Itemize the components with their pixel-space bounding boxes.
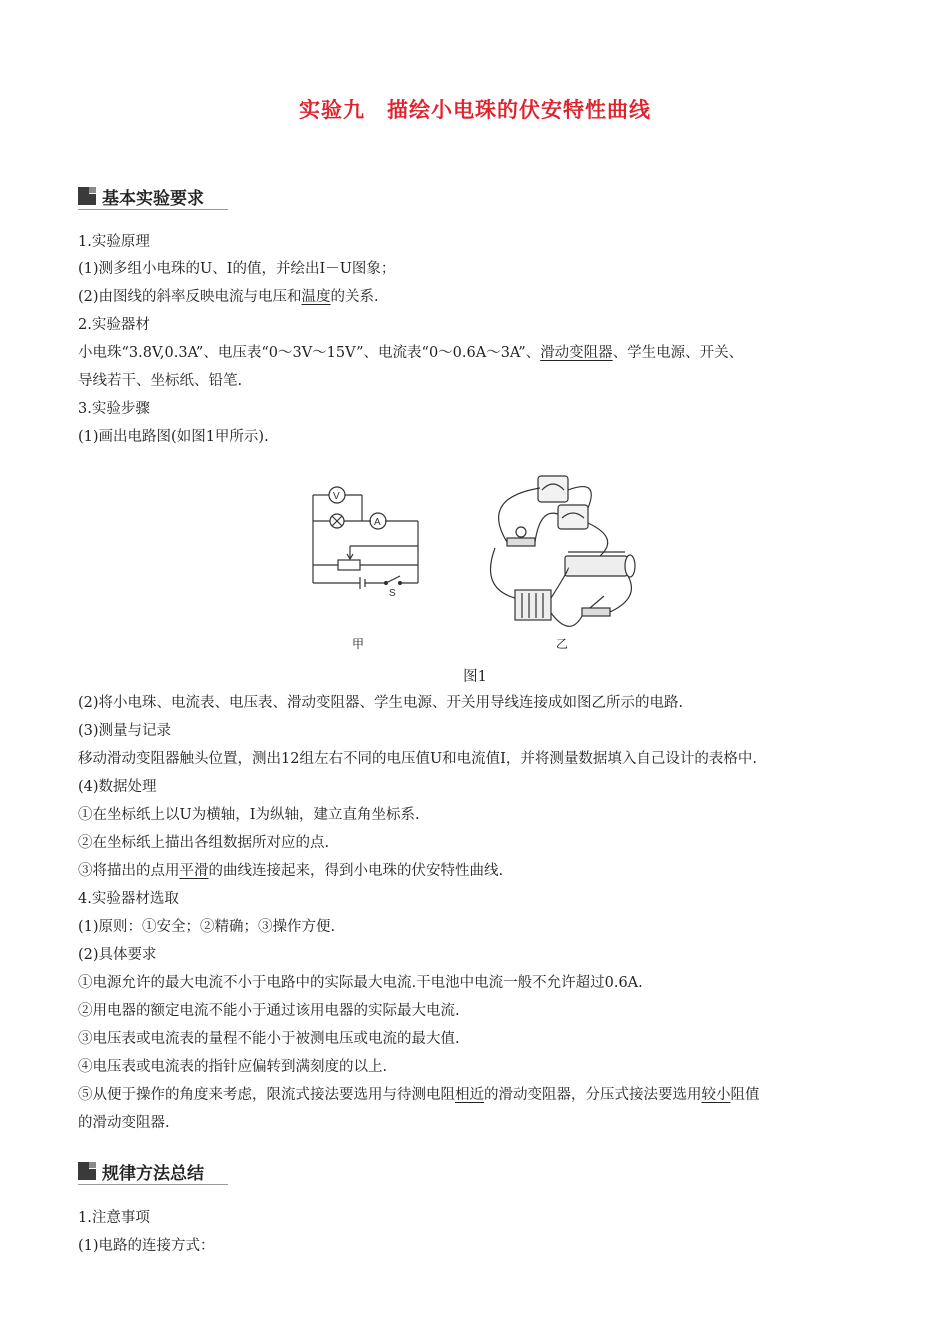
text-line: ④电压表或电流表的指针应偏转到满刻度的以上. (78, 1059, 388, 1075)
apparatus-sketch (491, 476, 636, 626)
underlined-text: 温度 (301, 289, 331, 305)
section-marker-icon (78, 1162, 96, 1180)
underlined-text: 平滑 (179, 863, 209, 879)
section-marker-icon (78, 187, 96, 205)
text-line (78, 1085, 760, 1105)
text-line: (3)测量与记录 (78, 723, 172, 739)
underlined-text: 相近 (455, 1087, 484, 1103)
text-line: (1)画出电路图(如图1甲所示). (78, 429, 269, 445)
text-line: (1)原则：①安全；②精确；③操作方便. (78, 919, 336, 935)
figure-caption: 图1 (463, 669, 487, 685)
text-run: ③将描出的点用 (78, 863, 180, 879)
figure-1 (300, 468, 660, 658)
text-line: ②用电器的额定电流不能小于通过该用电器的实际最大电流. (78, 1003, 460, 1019)
text-line: (1)电路的连接方式： (78, 1238, 215, 1254)
text-line: (2)将小电珠、电流表、电压表、滑动变阻器、学生电源、开关用导线连接成如图乙所示的电路. (78, 695, 684, 711)
text-line: 移动滑动变阻器触头位置，测出12组左右不同的电压值U和电流值I，并将测量数据填入自己设计的表格中. (78, 751, 758, 767)
figure-right-label: 乙 (556, 637, 569, 651)
text-line: (2)具体要求 (78, 947, 157, 963)
text-run: 的关系. (330, 289, 379, 305)
circuit-diagram (313, 487, 418, 589)
text-run: (2)由图线的斜率反映电流与电压和 (78, 289, 302, 305)
text-run: 的曲线连接起来，得到小电珠的伏安特性曲线. (208, 863, 504, 879)
switch-label: S (389, 588, 396, 599)
text-run: 、学生电源、开关、 (612, 345, 744, 361)
text-line (78, 861, 503, 881)
page-title: 实验九 描绘小电珠的伏安特性曲线 (299, 98, 651, 122)
text-line: ③电压表或电流表的量程不能小于被测电压或电流的最大值. (78, 1031, 460, 1047)
text-line: 的滑动变阻器. (78, 1115, 170, 1131)
ammeter-label: A (374, 517, 381, 528)
text-line: ①在坐标纸上以U为横轴，I为纵轴，建立直角坐标系. (78, 807, 420, 823)
section-header-basic (78, 183, 228, 210)
text-line (78, 287, 379, 307)
text-line: 4.实验器材选取 (78, 891, 179, 907)
text-line: 1.注意事项 (78, 1210, 150, 1226)
text-line: 3.实验步骤 (78, 401, 150, 417)
text-line (78, 343, 743, 363)
text-run: 小电珠“3.8V,0.3A”、电压表“0～3V～15V”、电流表“0～0.6A～3A”、 (78, 345, 541, 361)
text-line: ②在坐标纸上描出各组数据所对应的点. (78, 835, 330, 851)
text-line: 1.实验原理 (78, 234, 150, 250)
text-run: 的滑动变阻器，分压式接法要选用 (484, 1087, 702, 1103)
text-line: (1)测多组小电珠的U、I的值，并绘出I－U图象； (78, 261, 396, 277)
text-line: 2.实验器材 (78, 317, 150, 333)
voltmeter-label: V (333, 491, 340, 502)
figure-left-label: 甲 (352, 637, 365, 651)
text-run: ⑤从便于操作的角度来考虑，限流式接法要选用与待测电阻 (78, 1087, 455, 1103)
text-run: 阻值 (730, 1087, 760, 1103)
text-line: ①电源允许的最大电流不小于电路中的实际最大电流.干电池中电流一般不允许超过0.6A. (78, 975, 643, 991)
section-header-methods (78, 1158, 228, 1185)
underlined-text: 滑动变阻器 (540, 345, 613, 361)
text-line: 导线若干、坐标纸、铅笔. (78, 373, 243, 389)
section-label: 规律方法总结 (102, 1164, 204, 1184)
underlined-text: 较小 (701, 1087, 731, 1103)
section-label: 基本实验要求 (102, 189, 204, 209)
text-line: (4)数据处理 (78, 779, 157, 795)
